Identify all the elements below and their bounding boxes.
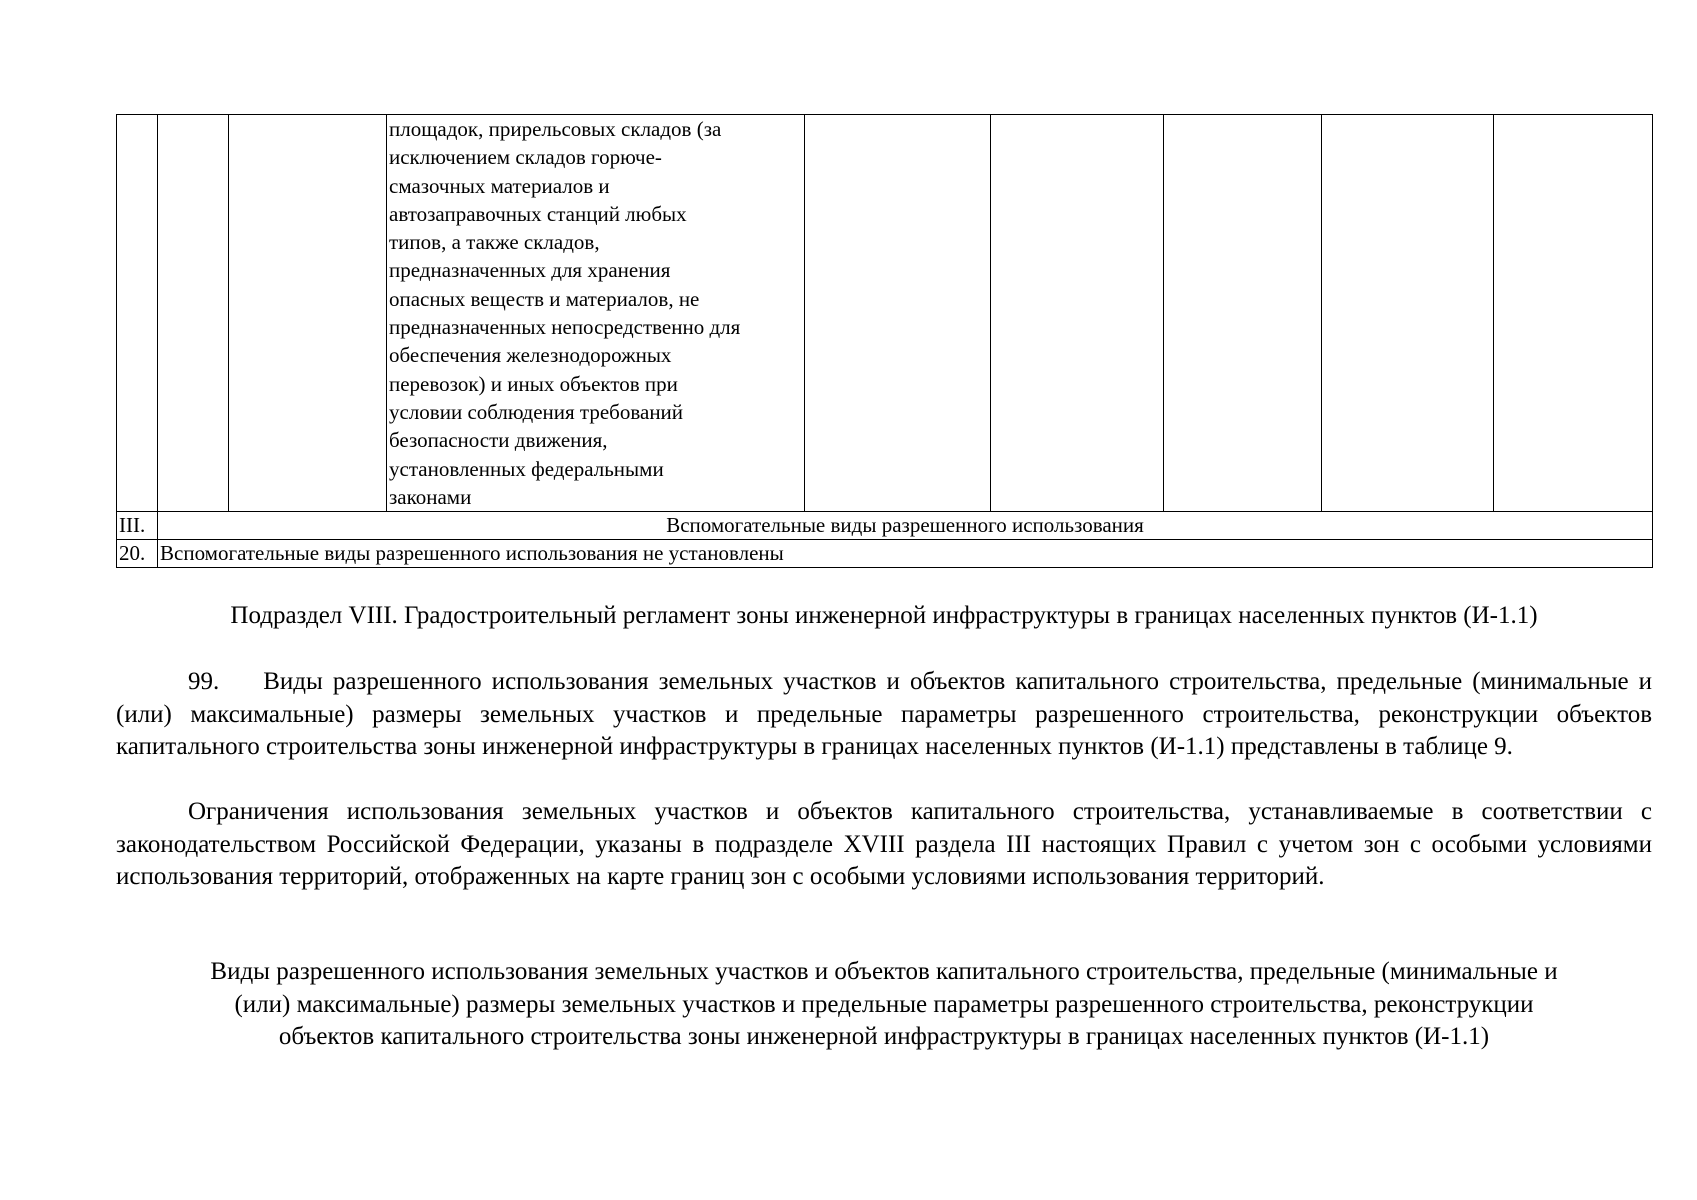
item-number: 20.	[117, 540, 158, 568]
table-row-section	[117, 512, 1653, 540]
description-line: смазочных материалов и	[389, 173, 610, 198]
table-cell-empty	[1494, 115, 1653, 512]
description-line: обеспечения железнодорожных	[389, 343, 672, 368]
description-line: установленных федеральными	[389, 456, 664, 481]
description-line: законами	[389, 484, 472, 509]
description-line: автозаправочных станций любых	[389, 201, 687, 226]
section-title: Вспомогательные виды разрешенного использования	[158, 512, 1653, 540]
regulation-table	[116, 114, 1653, 568]
table-caption-line: (или) максимальные) размеры земельных участков и предельные параметры разрешенного строительства, реконструкции	[234, 990, 1534, 1018]
paragraph-limitations: Ограничения использования земельных участков и объектов капитального строительства, устанавливаемые в соответствии с законодательством Российской Федерации, указаны в подразделе XVIII раздела III настоящих Правил с учетом зон с особыми условиями использования территорий, отображенных на карте границ зон с особыми условиями использования территорий.	[116, 798, 1652, 890]
description-line: опасных веществ и материалов, не	[389, 286, 700, 311]
table-row-continuation	[117, 115, 1653, 512]
table-caption-line: Виды разрешенного использования земельных участков и объектов капитального строительства, предельные (минимальные и	[210, 958, 1558, 985]
description-line: безопасности движения,	[389, 428, 608, 453]
table-cell-empty	[1164, 115, 1322, 512]
table-cell-empty	[1322, 115, 1494, 512]
table-cell-empty	[805, 115, 991, 512]
table-cell-empty	[991, 115, 1164, 512]
subsection-title: Подраздел VIII. Градостроительный регламент зоны инженерной инфраструктуры в границах населенных пунктов (И-1.1)	[230, 602, 1538, 629]
paragraph-99-text: Виды разрешенного использования земельных участков и объектов капитального строительства, предельные (минимальные и (или) максимальные) размеры земельных участков и предельные параметры разрешенного строительства, реконструкции объектов капитального строительства зоны инженерной инфраструктуры в границах населенных пунктов (И-1.1) представлены в таблице 9.	[116, 668, 1652, 760]
table-caption-line: объектов капитального строительства зоны инженерной инфраструктуры в границах населенных пунктов (И-1.1)	[278, 1023, 1490, 1050]
paragraph-99	[116, 666, 1652, 764]
paragraph-number: 99.	[188, 668, 220, 695]
description-line: площадок, прирельсовых складов (за	[389, 117, 722, 141]
table-row-item	[117, 540, 1653, 568]
table-cell-empty	[229, 115, 387, 512]
description-line: типов, а также складов,	[389, 230, 600, 255]
table-caption	[116, 956, 1652, 1054]
section-number: III.	[117, 512, 158, 540]
table-cell-empty	[158, 115, 229, 512]
description-line: перевозок) и иных объектов при	[389, 371, 678, 396]
table-cell-empty	[117, 115, 158, 512]
table-cell-description	[387, 115, 805, 512]
description-line: предназначенных для хранения	[389, 258, 671, 283]
description-line: условии соблюдения требований	[389, 399, 684, 424]
item-text: Вспомогательные виды разрешенного использования не установлены	[158, 540, 1653, 568]
description-line: предназначенных непосредственно для	[389, 315, 741, 340]
description-line: исключением складов горюче-	[389, 145, 662, 170]
